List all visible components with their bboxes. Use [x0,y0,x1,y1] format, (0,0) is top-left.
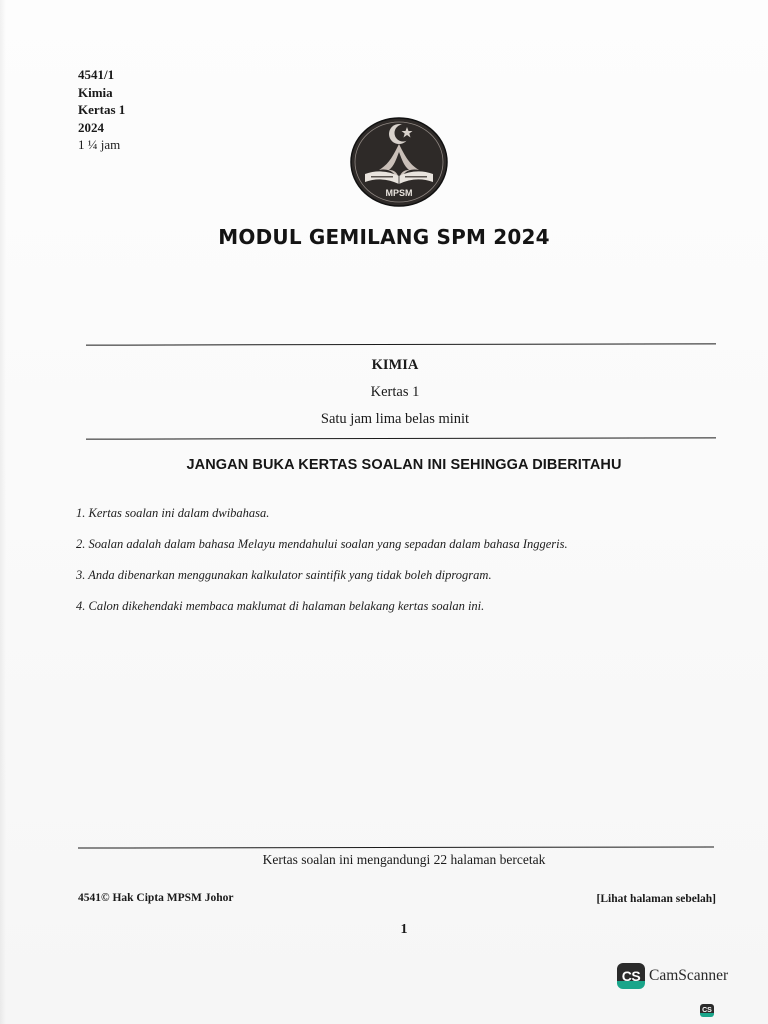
paper-duration: 1 ¼ jam [78,137,121,152]
top-divider [86,343,716,345]
paper-number: Kertas 1 [78,102,126,117]
camscanner-logo-icon: CS [617,963,645,989]
camscanner-name: CamScanner [649,967,729,984]
paper-year: 2024 [78,119,104,135]
paper-subject: Kimia [78,84,113,100]
page-title: MODUL GEMILANG SPM 2024 [218,225,550,249]
paper-code: 4541/1 [78,67,115,82]
page-count-note: Kertas soalan ini mengandungi 22 halaman bercetak [262,852,546,867]
mpsm-crest-icon [349,116,449,208]
instruction-item: 4. Calon dikehendaki membaca maklumat di halaman belakang kertas soalan ini. [76,599,485,613]
instruction-item: 1. Kertas soalan ini dalam dwibahasa. [76,506,270,520]
subject-name: KIMIA [371,357,419,373]
scan-edge-shadow [0,0,6,1024]
instructions-list [76,506,568,630]
next-page-note: [Lihat halaman sebelah] [596,893,716,905]
paper-meta [78,66,125,154]
logo-label: MPSM [385,188,413,198]
page-number: 1 [400,922,408,937]
camscanner-small-logo-icon: CS [700,1004,714,1017]
middle-divider [86,437,716,439]
instruction-item: 2. Soalan adalah dalam bahasa Melayu mendahului soalan yang sepadan dalam bahasa Inggeris. [76,537,568,551]
subject-paper: Kertas 1 [370,384,420,400]
subject-duration: Satu jam lima belas minit [320,411,470,427]
camscanner-watermark [617,963,728,989]
copyright-notice: 4541© Hak Cipta MPSM Johor [78,892,234,904]
footer-divider [78,846,714,848]
warning-notice: JANGAN BUKA KERTAS SOALAN INI SEHINGGA DIBERITAHU [186,457,622,473]
instruction-item: 3. Anda dibenarkan menggunakan kalkulator saintifik yang tidak boleh diprogram. [76,568,492,582]
